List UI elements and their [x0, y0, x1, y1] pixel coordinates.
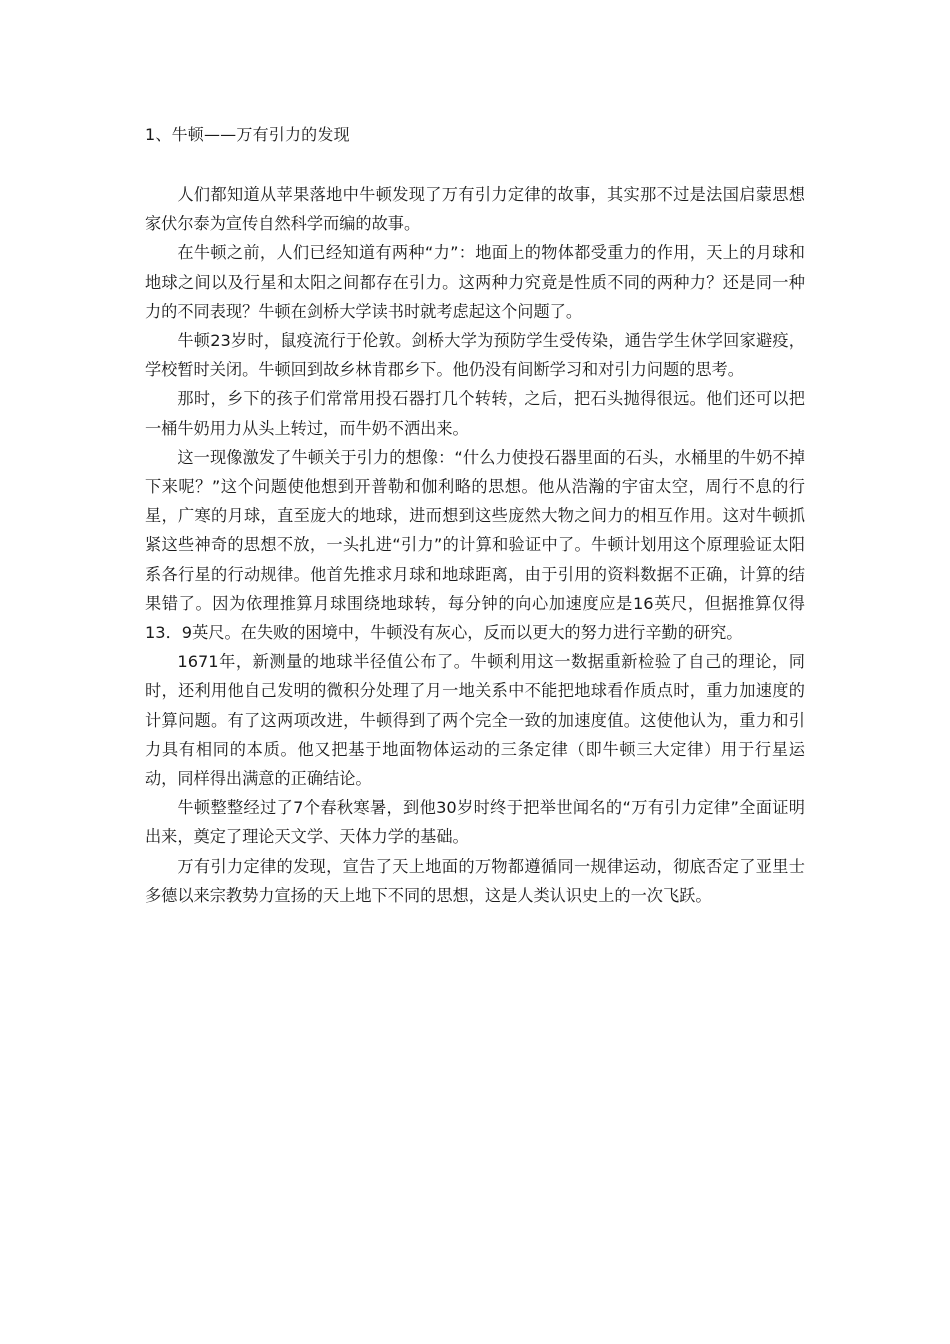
paragraph-1: 人们都知道从苹果落地中牛顿发现了万有引力定律的故事，其实那不过是法国启蒙思想家伏尔泰为宣传自然科学而编的故事。 — [145, 185, 805, 234]
paragraph-5: 这一现像激发了牛顿关于引力的想像：“什么力使投石器里面的石头，水桶里的牛奶不掉下来呢？”这个问题使他想到开普勒和伽利略的思想。他从浩瀚的宇宙太空，周行不息的行星，广寒的月球，直至庞大的地球，进而想到这些庞然大物之间力的相互作用。这对牛顿抓紧这些神奇的思想不放，一头扎进“引力”的计算和验证中了。牛顿计划用这个原理验证太阳系各行星的行动规律。他首先推求月球和地球距离，由于引用的资料数据不正确，计算的结果错了。因为依理推算月球围绕地球转，每分钟的向心加速度应是16英尺，但据推算仅得13．9英尺。在失败的困境中，牛顿没有灰心，反而以更大的努力进行辛勤的研究。 — [145, 447, 805, 643]
document-title: 1、牛顿——万有引力的发现 — [145, 125, 350, 144]
paragraph-3: 牛顿23岁时，鼠疫流行于伦敦。剑桥大学为预防学生受传染，通告学生休学回家避疫，学校暂时关闭。牛顿回到故乡林肯郡乡下。他仍没有间断学习和对引力问题的思考。 — [145, 331, 805, 380]
paragraph-7: 牛顿整整经过了7个春秋寒暑，到他30岁时终于把举世闻名的“万有引力定律”全面证明出来，奠定了理论天文学、天体力学的基础。 — [145, 798, 805, 847]
paragraph-8: 万有引力定律的发现，宣告了天上地面的万物都遵循同一规律运动，彻底否定了亚里士多德以来宗教势力宣扬的天上地下不同的思想，这是人类认识史上的一次飞跃。 — [145, 856, 805, 905]
paragraph-4: 那时，乡下的孩子们常常用投石器打几个转转，之后，把石头抛得很远。他们还可以把一桶牛奶用力从头上转过，而牛奶不洒出来。 — [145, 389, 805, 438]
document-page — [145, 124, 805, 910]
paragraph-2: 在牛顿之前，人们已经知道有两种“力”：地面上的物体都受重力的作用，天上的月球和地球之间以及行星和太阳之间都存在引力。这两种力究竟是性质不同的两种力？还是同一种力的不同表现？牛顿在剑桥大学读书时就考虑起这个问题了。 — [145, 243, 805, 321]
paragraph-6: 1671年，新测量的地球半径值公布了。牛顿利用这一数据重新检验了自己的理论，同时，还利用他自己发明的微积分处理了月一地关系中不能把地球看作质点时，重力加速度的计算问题。有了这两项改进，牛顿得到了两个完全一致的加速度值。这使他认为，重力和引力具有相同的本质。他又把基于地面物体运动的三条定律（即牛顿三大定律）用于行星运动，同样得出满意的正确结论。 — [145, 652, 805, 789]
